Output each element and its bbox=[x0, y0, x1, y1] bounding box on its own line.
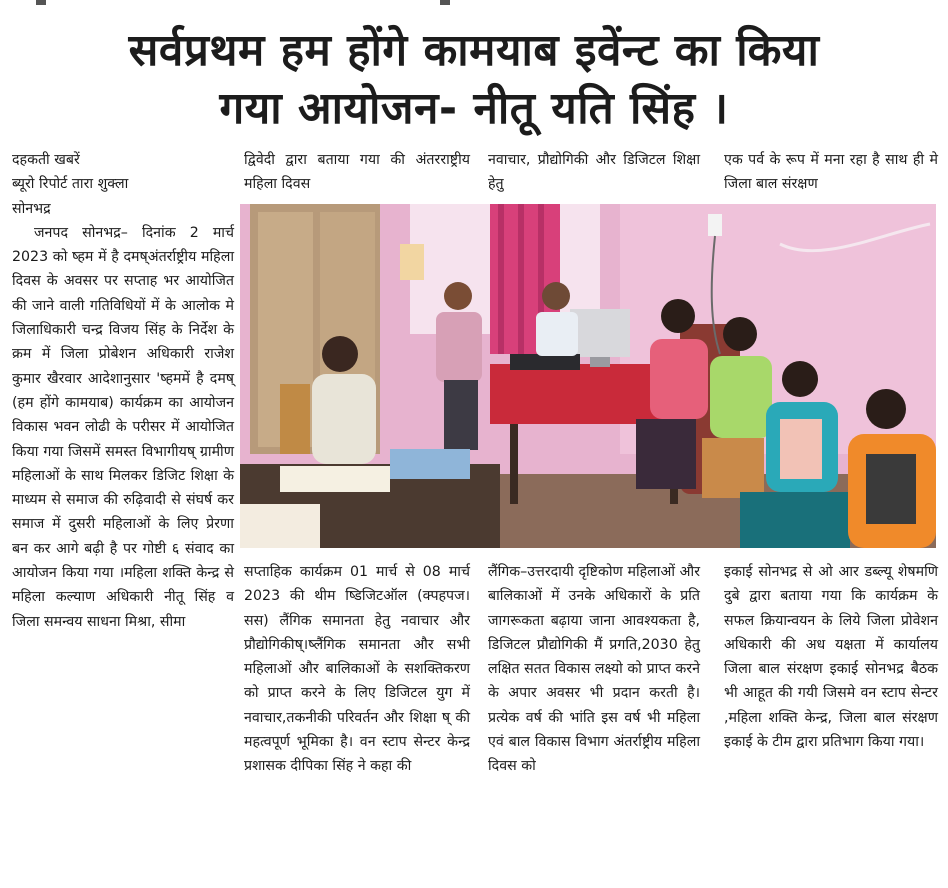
article-column-4-top: एक पर्व के रूप में मना रहा है साथ ही मे जिला बाल संरक्षण bbox=[724, 152, 938, 193]
headline-line-2: गया आयोजन- नीतू यति सिंह । bbox=[219, 83, 729, 134]
article-column-3-bottom: लैंगिक–उत्तरदायी दृष्टिकोण महिलाओं और बालिकाओं में उनके अधिकारों के प्रति जागरूकता बढ़ाया जाना आवश्यकता है, डिजिटल प्रौद्योगिकी मैं प्रगति,2030 हेतु लक्षित सतत विकास लक्ष्यो को प्राप्त करने के अपार अवसर भी प्रदान करती है। प्रत्येक वर्ष की भांति इस वर्ष भी महिला एवं बाल विकास विभाग अंतर्राष्ट्रीय महिला दिवस को bbox=[488, 564, 700, 775]
article-column-4-bottom: इकाई सोनभद्र से ओ आर डब्ल्यू शेषमणि दुबे द्वारा बताया गया कि कार्यक्रम के सफल क्रियान्वयन के लिये जिला प्रोवेशन अधिकारी की अध यक्षता में कार्यालय जिला बाल संरक्षण इकाई सोनभद्र बैठक भी आहूत की गयी जिसमे वन स्टाप सेन्टर ,महिला शक्ति केन्द्र, जिला बाल संरक्षण इकाई के टीम द्वारा प्रतिभाग किया गया। bbox=[724, 564, 938, 751]
article-column-2-bottom: सप्ताहिक कार्यक्रम 01 मार्च से 08 मार्च 2023 की थीम ष्डिजिटऑल (क्पहपज।सस) लैंगिक समानता हेतु नवाचार और प्रौद्योगिकीष्।ष्लैंगिक समानता और सभी महिलाओं और बालिकाओं के सशक्तिकरण को प्राप्त करने के लिए डिजिटल युग में नवाचार,तकनीकी परिवर्तन और शिक्षा ष् की महत्वपूर्ण भूमिका है। वन स्टाप सेन्टर केन्द्र प्रशासक दीपिका सिंह ने कहा की bbox=[244, 564, 470, 775]
event-photo bbox=[240, 204, 936, 548]
article-column-2-top: द्विवेदी द्वारा बताया गया की अंतरराष्ट्रीय महिला दिवस bbox=[244, 152, 470, 193]
headline bbox=[0, 22, 948, 138]
byline: ब्यूरो रिपोर्ट तारा शुक्ला bbox=[12, 176, 129, 193]
source-label: दहकती खबरें bbox=[12, 152, 80, 168]
article-column-3-top: नवाचार, प्रौद्योगिकी और डिजिटल शिक्षा हेतु bbox=[488, 152, 700, 193]
article-body-col1: जनपद सोनभद्र– दिनांक 2 मार्च 2023 को ष्हम में है दमष्अंतर्राष्ट्रीय महिला दिवस के अवसर पर सप्ताह भर आयोजित की जाने वाली गतिविधियों में के आलोक मे जिलाधिकारी चन्द्र विजय सिंह के निर्देश के क्रम में जिला प्रोबेशन अधिकारी राजेश कुमार खैरवार आदेशानुसार 'ष्हममें है दमष् (हम होंगे कामयाब) कार्यक्रम का आयोजन विकास भवन लोढी के परीसर में आयोजित किया गया जिसमें समस्त विभागीयष् ग्रामीण महिलाओं के साथ मिलकर डिजिट शिक्षा के माध्यम से समाज की रुढ़िवादी से संघर्ष कर समाज में दुसरी महिलाओं के लिए प्रेरणा बन कर आगे बढ़ी है पर गोष्टी ६ संवाद का आयोजन किया गया ।महिला शक्ति केन्द्र से महिला कल्याण अधिकारी नीतू सिंह व जिला समन्वय साधना मिश्रा, सीमा bbox=[12, 224, 234, 630]
dateline-place: सोनभद्र bbox=[12, 200, 51, 217]
article-column-1 bbox=[12, 148, 234, 634]
headline-line-1: सर्वप्रथम हम होंगे कामयाब इवेंन्ट का किया bbox=[128, 25, 820, 76]
top-edge-strip bbox=[0, 0, 948, 8]
